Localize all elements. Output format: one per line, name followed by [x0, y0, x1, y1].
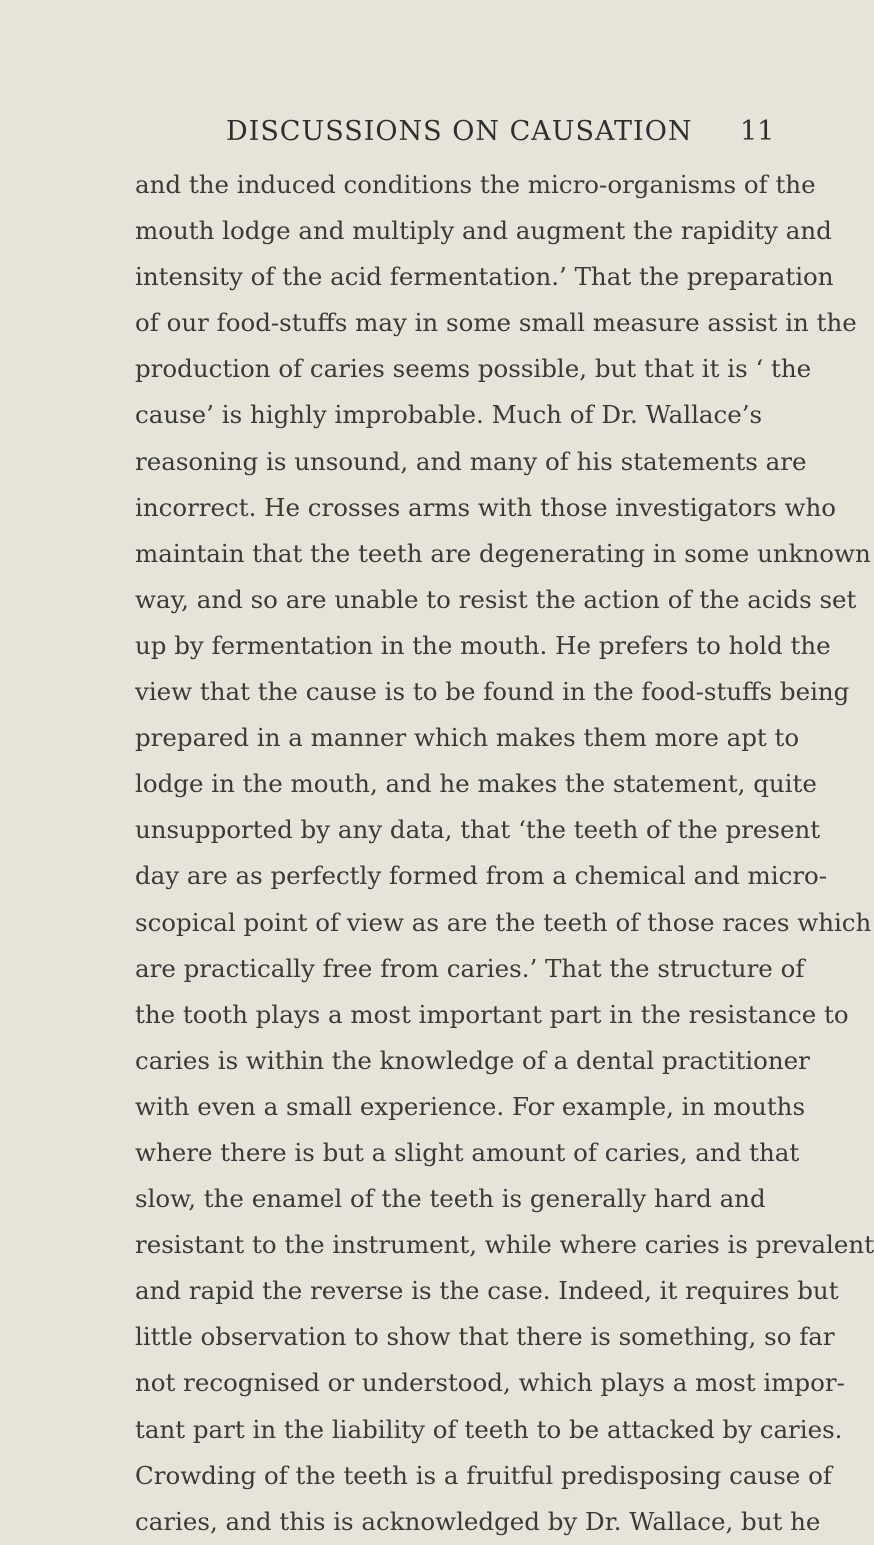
text-line: and the induced conditions the micro-organisms of the [135, 170, 816, 199]
text-line: tant part in the liability of teeth to be attacked by caries. [135, 1414, 843, 1444]
text-line: unsupported by any data, that ‘the teeth of the present [135, 815, 821, 845]
text-line: up by fermentation in the mouth. He prefers to hold the [135, 630, 831, 660]
running-head [0, 116, 800, 156]
text-line: incorrect. He crosses arms with those investigators who [135, 492, 837, 522]
text-line: reasoning is unsound, and many of his statements are [135, 446, 807, 476]
text-line: cause’ is highly improbable. Much of Dr. Wallace’s [135, 400, 763, 430]
text-line: caries is within the knowledge of a dental practitioner [135, 1045, 810, 1075]
text-line: caries, and this is acknowledged by Dr. Wallace, but he [135, 1506, 821, 1536]
text-line: where there is but a slight amount of caries, and that [135, 1137, 800, 1167]
text-line: little observation to show that there is something, so far [135, 1322, 835, 1352]
text-line: and rapid the reverse is the case. Indeed, it requires but [135, 1276, 839, 1306]
text-line: lodge in the mouth, and he makes the statement, quite [135, 769, 817, 799]
text-line: are practically free from caries.’ That the structure of [135, 953, 805, 983]
text-line: slow, the enamel of the teeth is generally hard and [135, 1184, 766, 1214]
page-number: 11 [740, 116, 775, 147]
text-line: maintain that the teeth are degenerating in some unknown [135, 538, 871, 568]
text-line: the tooth plays a most important part in the resistance to [135, 999, 849, 1029]
text-line: production of caries seems possible, but that it is ‘ the [135, 354, 812, 384]
text-line: with even a small experience. For example, in mouths [135, 1091, 806, 1121]
text-line: of our food-stuffs may in some small measure assist in the [135, 308, 857, 338]
text-line: Crowding of the teeth is a fruitful predisposing cause of [135, 1460, 832, 1490]
text-line: not recognised or understood, which plays a most impor- [135, 1368, 845, 1398]
text-line: mouth lodge and multiply and augment the rapidity and [135, 216, 832, 246]
text-line: resistant to the instrument, while where caries is prevalent [135, 1230, 874, 1260]
body-text [135, 162, 874, 1545]
text-line: day are as perfectly formed from a chemical and micro- [135, 861, 828, 891]
text-line: intensity of the acid fermentation.’ That the preparation [135, 262, 834, 292]
text-line: way, and so are unable to resist the action of the acids set [135, 584, 857, 614]
text-line: prepared in a manner which makes them more apt to [135, 723, 800, 753]
text-line: scopical point of view as are the teeth of those races which [135, 907, 872, 937]
running-title: DISCUSSIONS ON CAUSATION [226, 116, 693, 147]
text-line: view that the cause is to be found in the food-stuffs being [135, 677, 850, 707]
